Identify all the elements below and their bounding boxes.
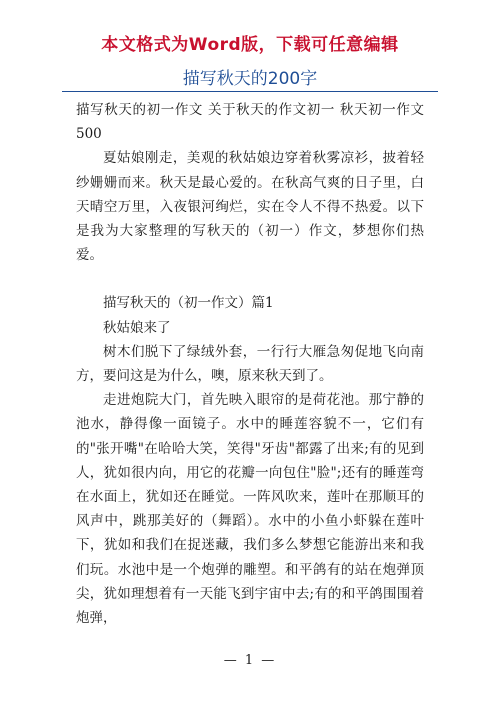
essay-paragraph: 树木们脱下了绿绒外套，一行行大雁急匆促地飞向南方，要问这是为什么，噢，原来秋天到了。 xyxy=(76,343,424,385)
section-heading: 描写秋天的（初一作文）篇1 xyxy=(103,295,274,312)
paragraph-gap xyxy=(76,267,424,291)
format-banner: 本文格式为Word版，下载可任意编辑 xyxy=(101,35,399,55)
essay-paragraph: 走进炮院大门，首先映入眼帘的是荷花池。那宁静的池水，静得像一面镜子。水中的睡莲容貌不一，它们有的"张开嘴"在哈哈大笑，笑得"牙齿"都露了出来;有的见到人，犹如很内向，用它的花瓣一向包住"脸";还有的睡莲弯在水面上，犹如还在睡觉。一阵风吹来，莲叶在那顺耳的风声中，跳那美好的（舞蹈）。水中的小鱼小虾躲在莲叶下，犹如和我们在捉迷藏，我们多么梦想它能游出来和我们玩。水池中是一个炮弹的雕塑。和平鸽有的站在炮弹顶尖，犹如理想着有一天能飞到宇宙中去;有的和平鸽围围着炮弹， xyxy=(76,392,424,627)
essay-title: 秋姑娘来了 xyxy=(103,319,171,336)
document-body xyxy=(76,98,424,630)
page-number: — 1 — xyxy=(223,653,277,668)
intro-paragraph: 夏姑娘刚走，美观的秋姑娘边穿着秋雾凉衫，披着轻纱姗姗而来。秋天是最心爱的。在秋高气爽的日子里，白天晴空万里，入夜银河绚烂，实在令人不得不热爱。以下是我为大家整理的写秋天的（初一）作文，梦想你们热爱。 xyxy=(76,150,424,264)
subtitle-line: 描写秋天的初一作文 关于秋天的作文初一 秋天初一作文500 xyxy=(76,102,424,143)
title-divider xyxy=(62,91,438,92)
document-title: 描写秋天的200字 xyxy=(182,69,318,89)
